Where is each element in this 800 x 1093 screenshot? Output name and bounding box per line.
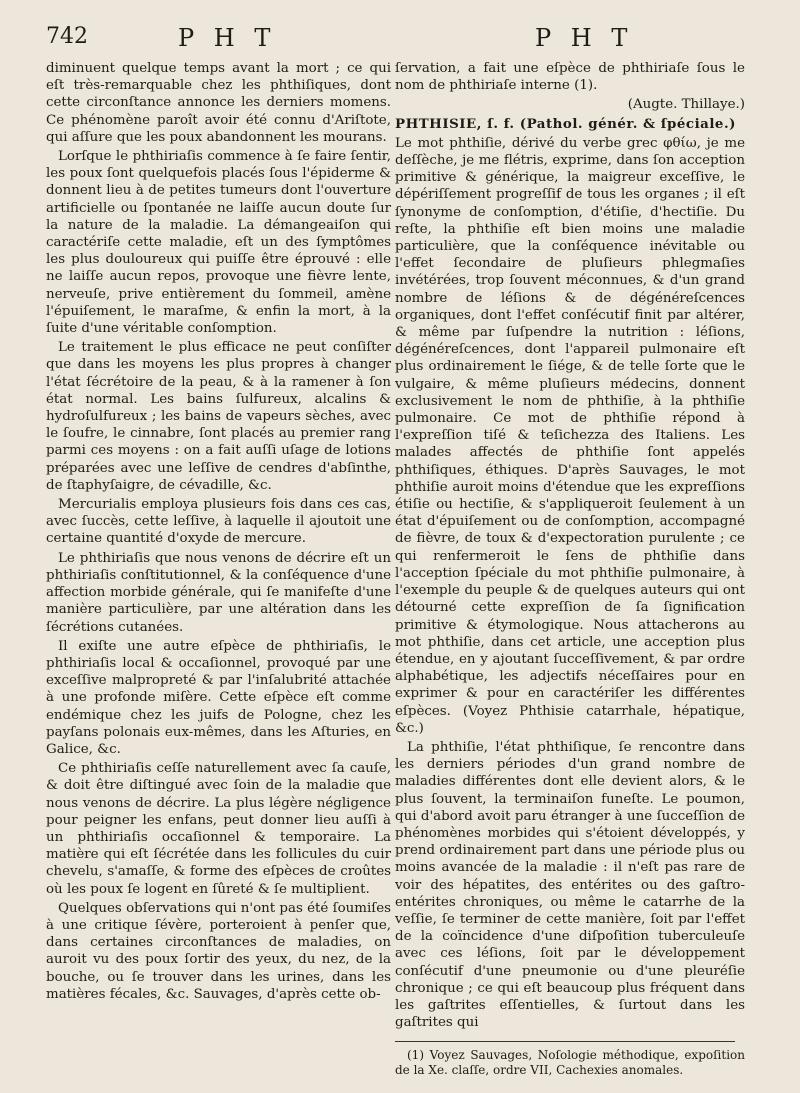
left-paragraph: Le phthiriaſis que nous venons de décrire eſt un phthiriaſis conſtitutionnel, & la conſéquence d'une affection morbide générale, qui ſe manifeſte d'une manière particulière, par une altération dans les ſécrétions cutanées. — [46, 550, 391, 635]
author-signature: (Augte. Thillaye.) — [627, 97, 745, 113]
running-title-left: P H T — [178, 24, 277, 52]
right-paragraph: Le mot phthiſie, dérivé du verbe grec φθίω, je me deſſèche, je me flétris, exprime, dans ſon acception primitive & générique, la maigreur exceſſive, le dépériſſement progreſſif de tous les organes ; il eſt ſynonyme de conſomption, d'étiſie, d'hectiſie. Du reſte, la phthiſie eſt bien moins une maladie particulière, que la conſéquence inévitable ou l'effet ſecondaire de pluſieurs phlegmaſies invétérées, trop ſouvent méconnues, & d'un grand nombre de léſions & de dégénéreſcences organiques, dont l'effet conſécutif finit par altérer, & même par ſuſpendre la nutrition : léſions, dégénéreſcences, dont l'appareil pulmonaire eſt plus ordinairement le ſiége, & de telle ſorte que le vulgaire, & même pluſieurs médecins, donnent exclusivement le nom de phthiſie, à la phthiſie pulmonaire. Ce mot de phthiſie répond à l'expreſſion tiſé & teſichezza des Italiens. Les malades affectés de phthiſie ſont appelés phthiſiques, éthiques. D'après Sauvages, le mot phthiſie auroit moins d'étendue que les expreſſions étiſie ou hectiſie, & s'appliqueroit ſeulement à un état d'épuiſement ou de conſomption, accompagné de fièvre, de toux & d'expectoration purulente ; ce qui renfermeroit le ſens de phthiſie dans l'acception ſpéciale du mot phthiſie pulmonaire, à l'exemple du peuple & de quelques auteurs qui ont détourné cette expreſſion de ſa ſignification primitive & étymologique. Nous attacherons au mot phthiſie, dans cet article, une acception plus étendue, en y ajoutant ſucceſſivement, & par ordre alphabétique, les adjectifs néceſſaires pour en exprimer & pour en caractériſer les différentes eſpèces. (Voyez Phthisie catarrhale, hépatique, &c.) — [395, 135, 745, 736]
right-paragraph: La phthiſie, l'état phthiſique, ſe rencontre dans les derniers périodes d'un grand nombre de maladies différentes dont elle devient alors, & le plus ſouvent, la terminaiſon funeſte. Le poumon, qui d'abord avoit paru étranger à une ſucceſſion de phénomènes morbides qui s'étoient développés, y prend ordinairement part dans une période plus ou moins avancée de la maladie : il n'eſt pas rare de voir des hépatites, des entérites ou des gaſtro-entérites chroniques, ou même le catarrhe de la veſſie, ſe terminer de cette manière, ſoit par l'effet de la coïncidence d'une diſpoſition tuberculeuſe avec ces léſions, ſoit par le développement conſécutif d'une pneumonie ou d'une pleuréſie chronique ; ce qui eſt beaucoup plus fréquent dans les gaſtrites eſſentielles, & ſurtout dans les gaſtrites qui — [395, 739, 745, 1031]
footnote-rule — [395, 1041, 735, 1042]
left-paragraph: Mercurialis employa plusieurs fois dans ces cas, avec ſuccès, cette leſſive, à laquelle il ajoutoit une certaine quantité d'oxyde de mercure. — [46, 497, 391, 547]
left-paragraph: diminuent quelque temps avant la mort ; ce qui eſt très-remarquable chez les phthiſiques, dont cette circonſtance annonce les derniers momens. Ce phénomène paroît avoir été connu d'Ariſtote, qui aſſure que les poux abandonnent les mourans. — [46, 61, 391, 145]
page-number: 742 — [46, 24, 88, 49]
left-paragraph: Lorſque le phthiriaſis commence à ſe faire ſentir, les poux ſont quelquefois placés ſous l'épiderme & donnent lieu à de petites tumeurs dont l'ouverture artificielle ou ſpontanée ne laiſſe aucun doute ſur la nature de la maladie. La démangeaiſon qui caractériſe cette maladie, eſt un des ſymptômes les plus douloureux qui puiſſe être éprouvé : elle ne laiſſe aucun repos, provoque une fièvre lente, nerveuſe, prive entièrement du ſommeil, amène l'épuiſement, le maraſme, & enfin la mort, à la ſuite d'une véritable conſomption. — [46, 149, 391, 337]
left-paragraph: Il exiſte une autre eſpèce de phthiriaſis, le phthiriaſis local & occaſionnel, provoqué par une exceſſive malpropreté & par l'inſalubrité attachée à une profonde miſère. Cette eſpèce eſt comme endémique chez les juifs de Pologne, chez les payſans polonais eux-mêmes, dans les Aſturies, en Galice, &c. — [46, 638, 391, 757]
left-column — [46, 60, 391, 1005]
right-column — [395, 60, 745, 1080]
left-paragraph: Quelques obſervations qui n'ont pas été ſoumiſes à une critique ſévère, porteroient à penſer que, dans certaines circonſtances de maladies, on auroit vu des poux ſortir des yeux, du nez, de la bouche, ou ſe trouver dans les urines, dans les matières fécales, &c. Sauvages, d'après cette ob- — [46, 900, 391, 1002]
page-header — [0, 24, 800, 54]
left-paragraph: Le traitement le plus efficace ne peut conſiſter que dans les moyens les plus propres à changer l'état ſécrétoire de la peau, & à la ramener à ſon état normal. Les bains ſulfureux, alcalins & hydroſulfureux ; les bains de vapeurs sèches, avec le ſoufre, le cinnabre, ſont placés au premier rang parmi ces moyens : on a fait auſſi uſage de lotions préparées avec une leſſive de cendres d'abſinthe, de ſtaphyſaigre, de cévadille, &c. — [46, 340, 391, 493]
entry-headword: PHTHISIE, ſ. f. (Pathol. génér. & ſpéciale.) — [395, 115, 736, 132]
left-paragraph: Ce phthiriaſis ceſſe naturellement avec ſa cauſe, & doit être diſtingué avec ſoin de la maladie que nous venons de décrire. La plus légère négligence pour peigner les enfans, peut donner lieu auſſi à un phthiriaſis occaſionnel & temporaire. La matière qui eſt ſécrétée dans les follicules du cuir chevelu, s'amaſſe, & forme des eſpèces de croûtes où les poux ſe logent en ſûreté & ſe multiplient. — [46, 761, 391, 897]
running-title-right: P H T — [535, 24, 634, 52]
footnote: (1) Voyez Sauvages, Noſologie méthodique, expoſition de la Xe. claſſe, ordre VII, Cachexies anomales. — [395, 1048, 745, 1078]
continuation-paragraph: ſervation, a fait une eſpèce de phthiriaſe ſous le nom de phthiriaſe interne (1). — [395, 61, 745, 94]
